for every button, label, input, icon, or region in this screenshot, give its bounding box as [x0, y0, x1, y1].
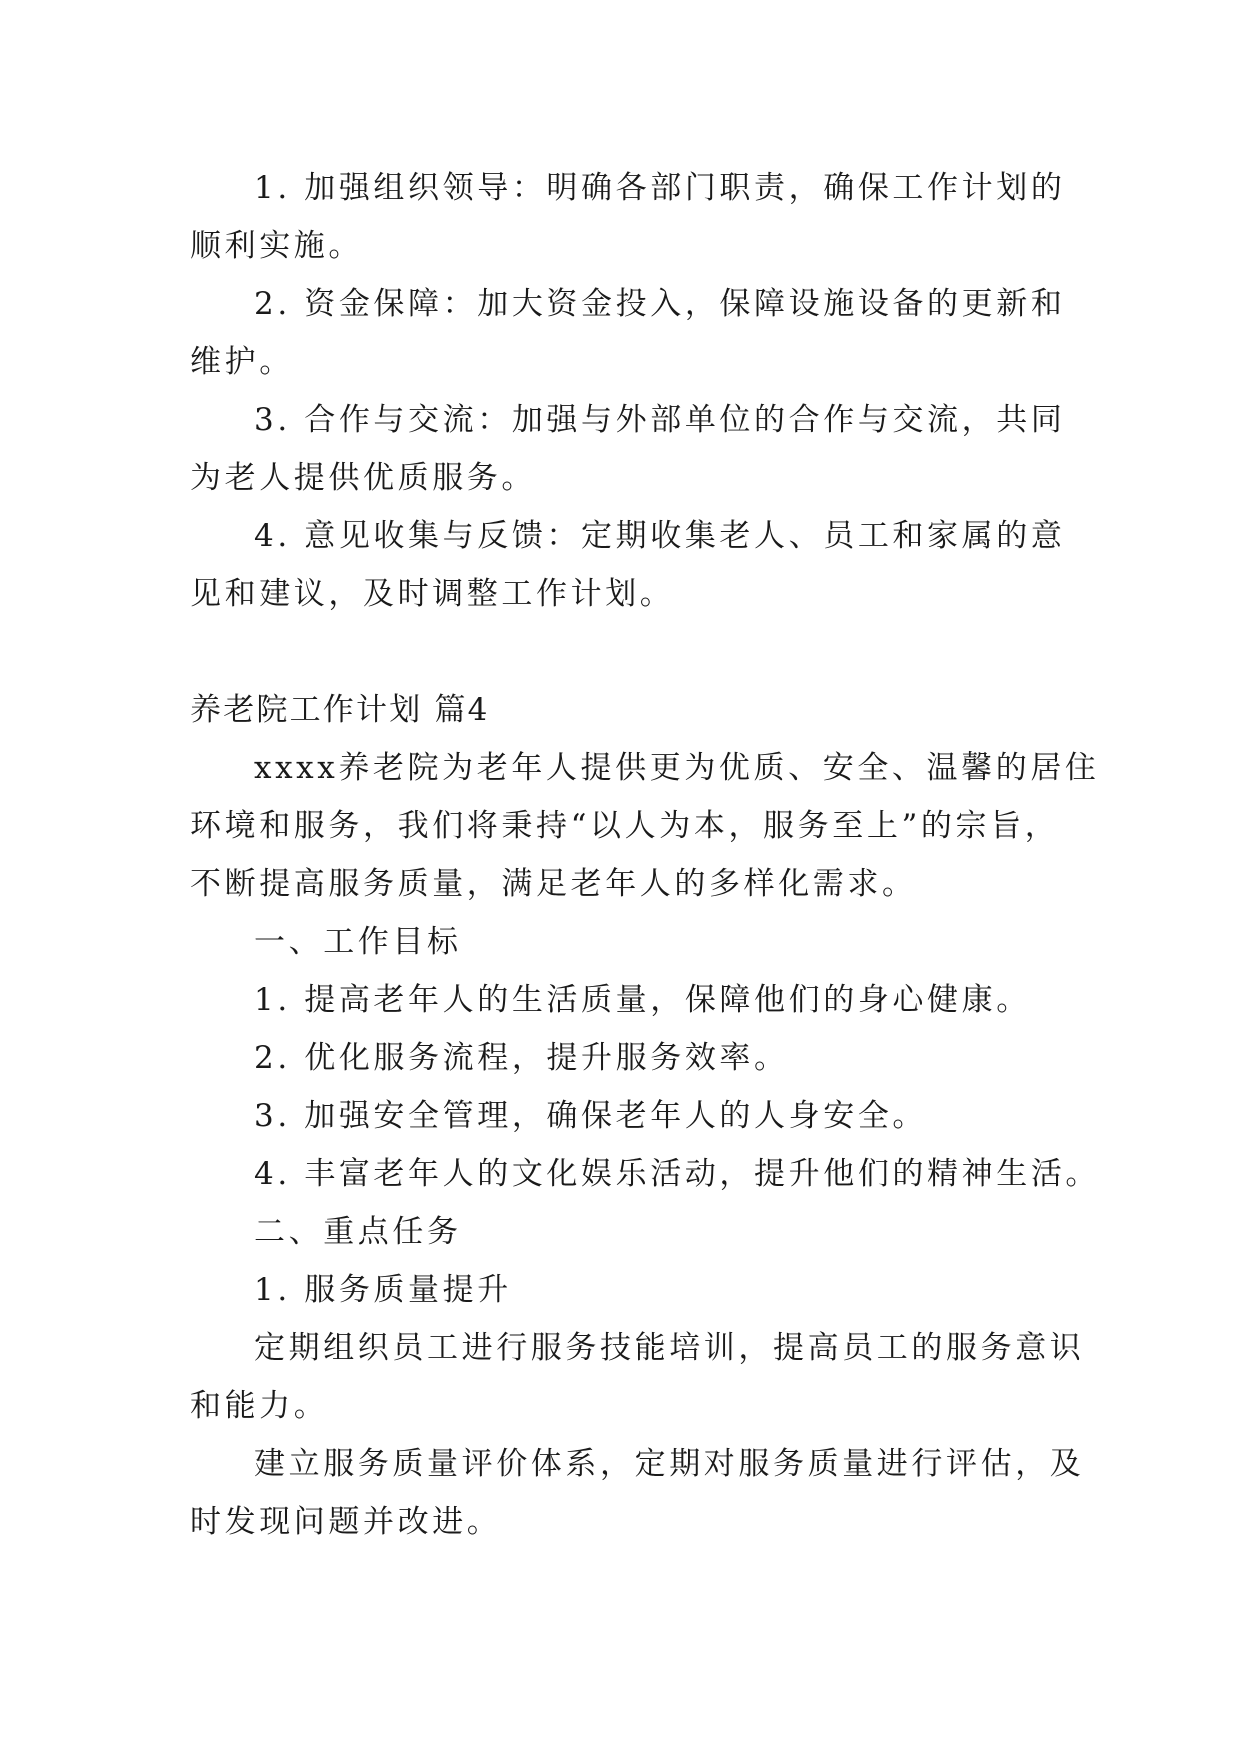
text-line: xxxx养老院为老年人提供更为优质、安全、温馨的居住: [254, 750, 1100, 786]
text-line: 2. 资金保障：加大资金投入，保障设施设备的更新和: [254, 286, 1066, 322]
text-line: 和能力。: [190, 1388, 329, 1424]
text-line: 顺利实施。: [190, 228, 363, 264]
text-line: 定期组织员工进行服务技能培训，提高员工的服务意识: [254, 1330, 1085, 1366]
text-line: 为老人提供优质服务。: [190, 460, 536, 496]
text-line: 1. 加强组织领导：明确各部门职责，确保工作计划的: [254, 170, 1066, 206]
text-line: 3. 合作与交流：加强与外部单位的合作与交流，共同: [254, 402, 1066, 438]
text-line: 维护。: [190, 344, 294, 380]
text-line: 建立服务质量评价体系，定期对服务质量进行评估，及: [254, 1446, 1085, 1482]
text-line: 见和建议，及时调整工作计划。: [190, 576, 675, 612]
text-line: 1. 服务质量提升: [254, 1272, 512, 1308]
text-line: 不断提高服务质量，满足老年人的多样化需求。: [190, 866, 917, 902]
text-line: 时发现问题并改进。: [190, 1504, 502, 1540]
section-title: 养老院工作计划 篇4: [190, 692, 490, 728]
text-line: 1. 提高老年人的生活质量，保障他们的身心健康。: [254, 982, 1031, 1018]
text-line: 3. 加强安全管理，确保老年人的人身安全。: [254, 1098, 928, 1134]
text-line: 4. 丰富老年人的文化娱乐活动，提升他们的精神生活。: [254, 1156, 1101, 1192]
text-line: 2. 优化服务流程，提升服务效率。: [254, 1040, 789, 1076]
text-line: 环境和服务，我们将秉持“以人为本，服务至上”的宗旨，: [190, 808, 1060, 844]
subheading: 二、重点任务: [254, 1214, 462, 1250]
subheading: 一、工作目标: [254, 924, 462, 960]
text-line: 4. 意见收集与反馈：定期收集老人、员工和家属的意: [254, 518, 1066, 554]
